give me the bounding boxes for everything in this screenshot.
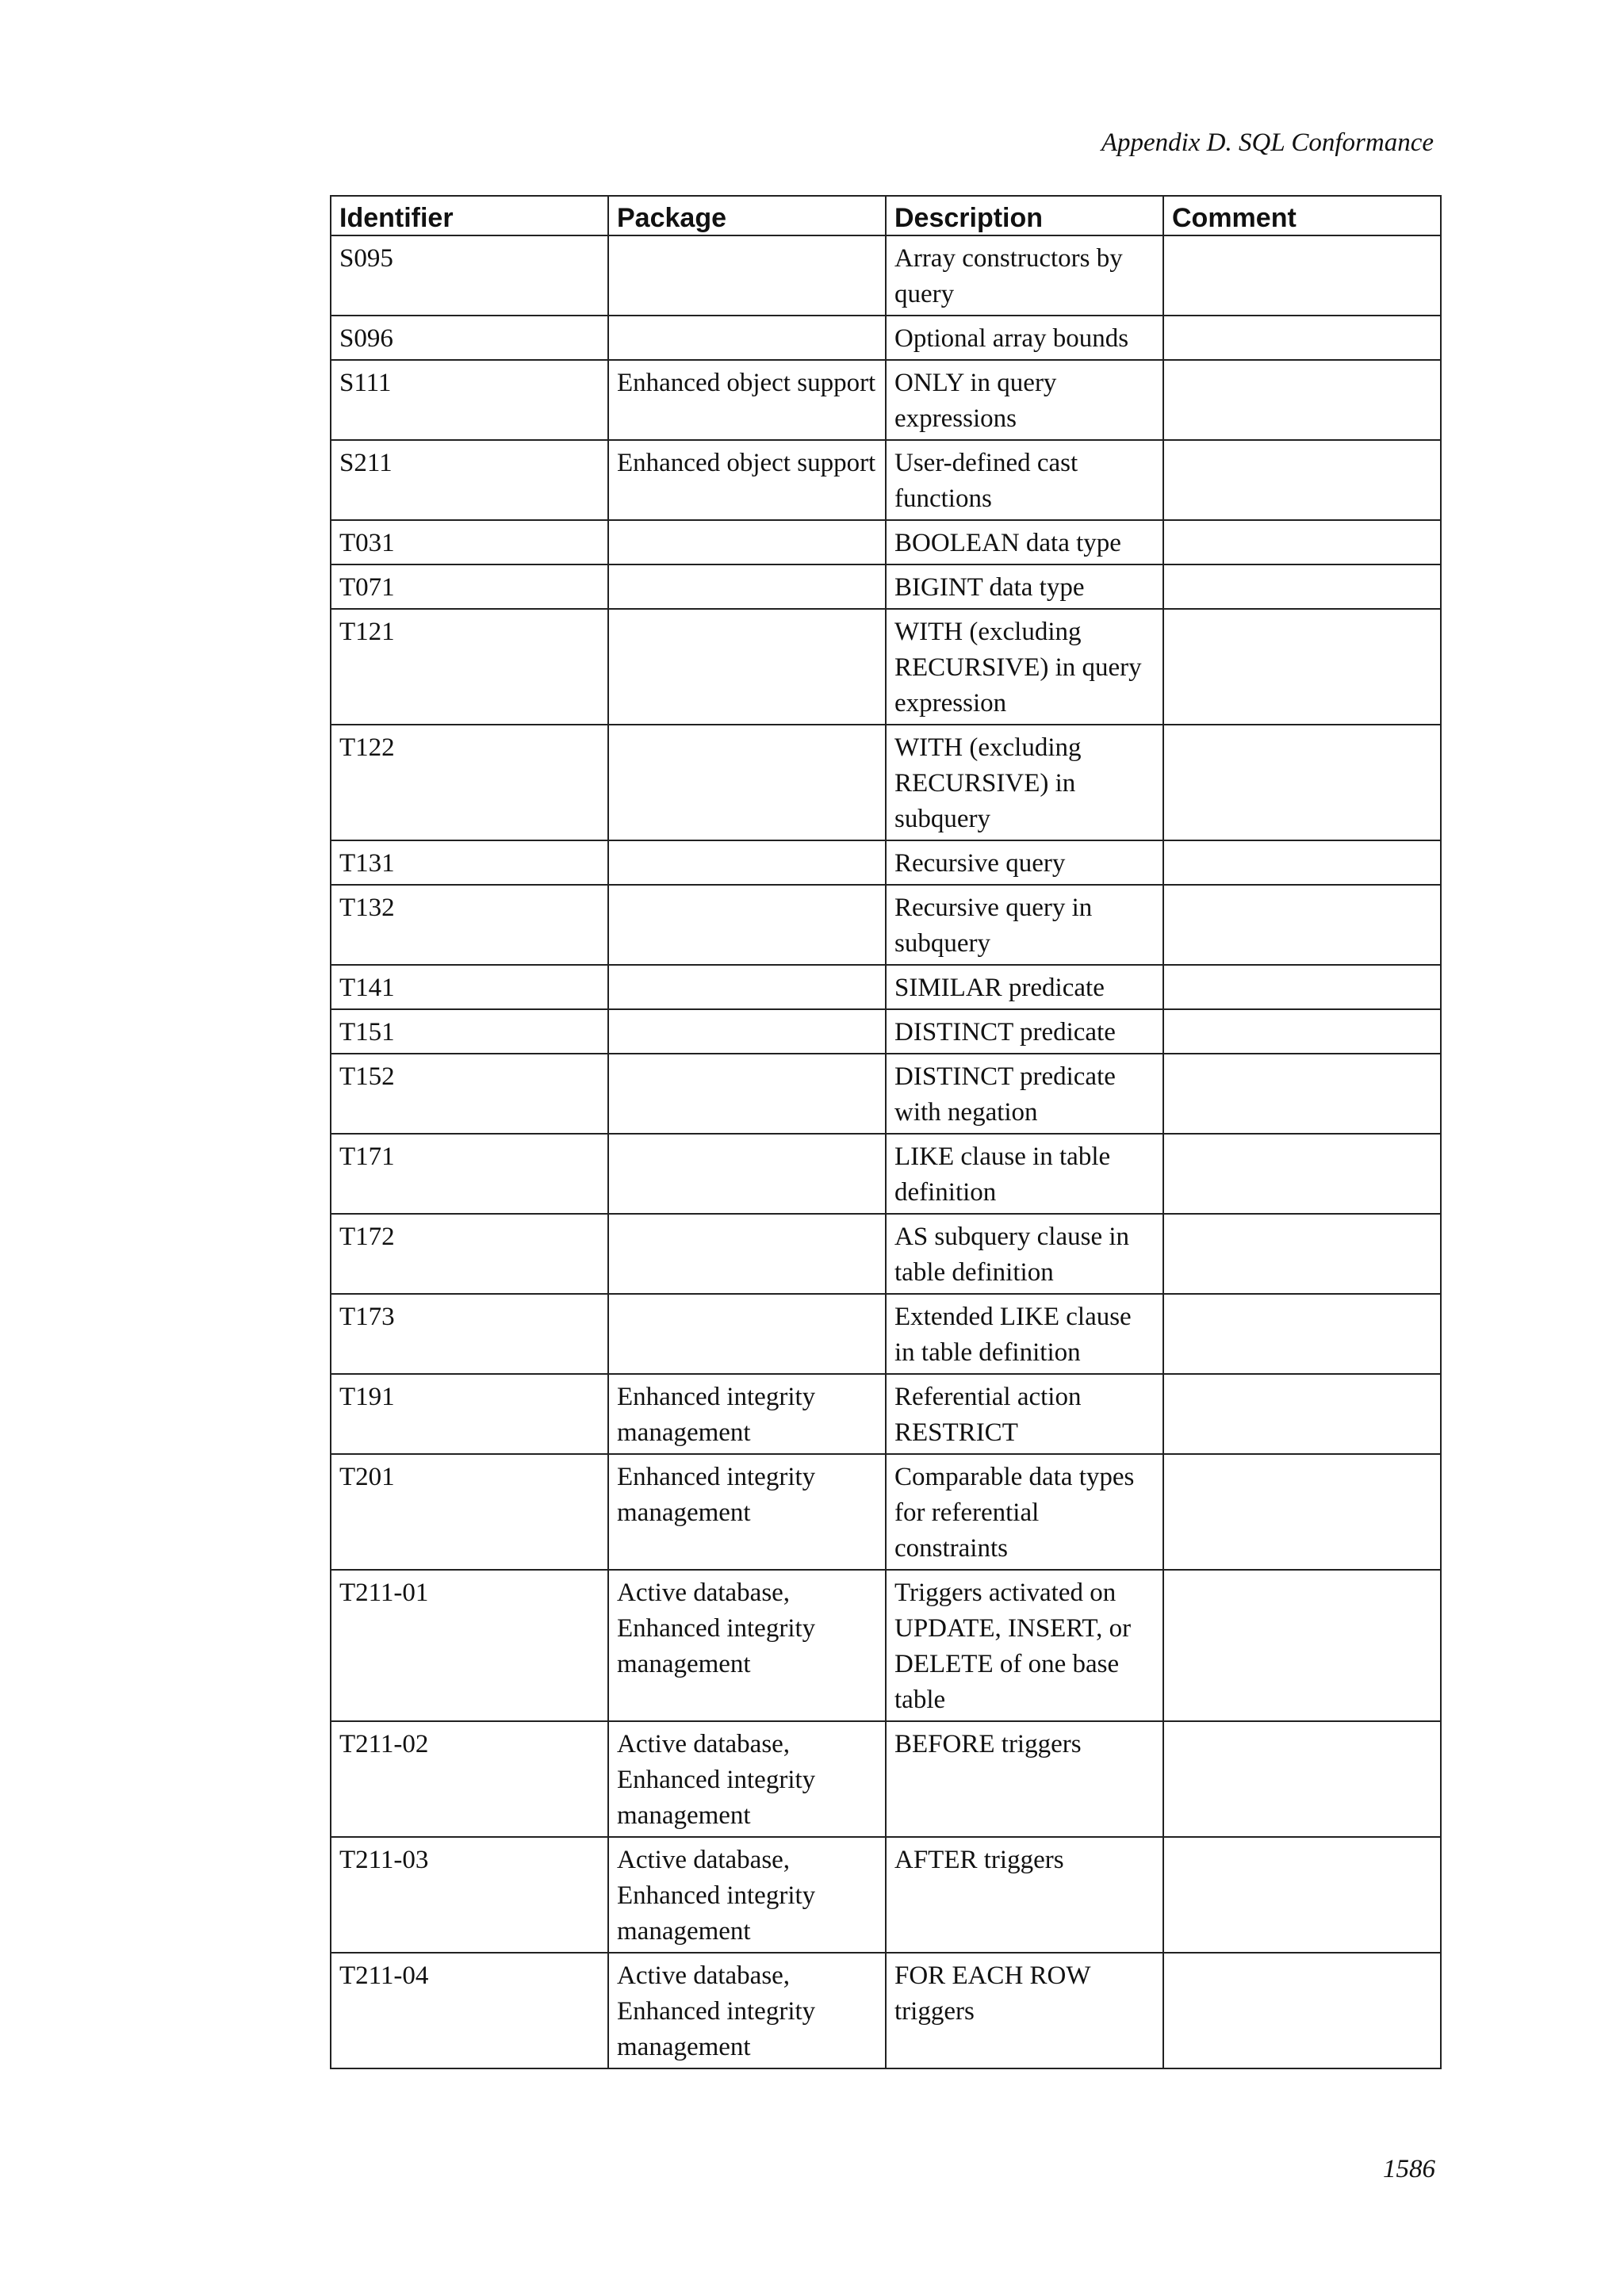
table-row [331,1721,1441,1837]
cell-description: Triggers activated on UPDATE, INSERT, or DELETE of one base table [886,1570,1163,1721]
table-header [331,196,1441,235]
cell-description: DISTINCT predicate [886,1009,1163,1054]
cell-description: LIKE clause in table definition [886,1134,1163,1214]
table-row [331,235,1441,316]
table-row [331,1570,1441,1721]
table-row [331,1214,1441,1294]
cell-comment [1163,1134,1441,1214]
cell-comment [1163,1454,1441,1570]
cell-package: Active database, Enhanced integrity management [608,1837,886,1953]
cell-comment [1163,1721,1441,1837]
page-number: 1586 [1383,2155,1435,2183]
cell-identifier: T031 [331,520,608,564]
cell-description: BOOLEAN data type [886,520,1163,564]
table-row [331,360,1441,440]
table-header-row [331,196,1441,235]
cell-comment [1163,440,1441,520]
cell-description: FOR EACH ROW triggers [886,1953,1163,2068]
cell-identifier: T201 [331,1454,608,1570]
cell-identifier: T071 [331,564,608,609]
cell-description: BEFORE triggers [886,1721,1163,1837]
cell-description: Recursive query [886,840,1163,885]
cell-identifier: T152 [331,1054,608,1134]
cell-identifier: T122 [331,725,608,840]
cell-package [608,609,886,725]
cell-package [608,1214,886,1294]
cell-package [608,965,886,1009]
cell-package [608,725,886,840]
cell-package: Active database, Enhanced integrity management [608,1953,886,2068]
column-header-description: Description [886,196,1163,235]
running-header: Appendix D. SQL Conformance [1101,128,1434,157]
cell-comment [1163,1214,1441,1294]
cell-package: Enhanced integrity management [608,1374,886,1454]
cell-identifier: T211-02 [331,1721,608,1837]
cell-identifier: T132 [331,885,608,965]
cell-comment [1163,609,1441,725]
table-row [331,1134,1441,1214]
table-row [331,440,1441,520]
cell-package [608,1134,886,1214]
table-row [331,965,1441,1009]
cell-identifier: T131 [331,840,608,885]
cell-comment [1163,1374,1441,1454]
cell-identifier: T211-04 [331,1953,608,2068]
cell-package: Enhanced object support [608,360,886,440]
table-row [331,1009,1441,1054]
cell-identifier: S211 [331,440,608,520]
cell-comment [1163,1837,1441,1953]
cell-description: ONLY in query expressions [886,360,1163,440]
cell-comment [1163,1570,1441,1721]
cell-description: Extended LIKE clause in table definition [886,1294,1163,1374]
cell-description: Comparable data types for referential constraints [886,1454,1163,1570]
cell-package [608,235,886,316]
cell-identifier: T121 [331,609,608,725]
cell-identifier: T172 [331,1214,608,1294]
cell-description: Referential action RESTRICT [886,1374,1163,1454]
column-header-comment: Comment [1163,196,1441,235]
cell-identifier: T173 [331,1294,608,1374]
cell-description: SIMILAR predicate [886,965,1163,1009]
cell-comment [1163,885,1441,965]
cell-description: User-defined cast functions [886,440,1163,520]
cell-package [608,520,886,564]
cell-package [608,1054,886,1134]
cell-package [608,1294,886,1374]
cell-description: Array constructors by query [886,235,1163,316]
cell-comment [1163,1009,1441,1054]
table-row [331,1953,1441,2068]
cell-comment [1163,316,1441,360]
cell-package [608,564,886,609]
cell-comment [1163,360,1441,440]
table-row [331,564,1441,609]
cell-package [608,885,886,965]
cell-package: Enhanced object support [608,440,886,520]
table-row [331,1054,1441,1134]
table-row [331,1454,1441,1570]
cell-identifier: T211-01 [331,1570,608,1721]
cell-identifier: T141 [331,965,608,1009]
column-header-identifier: Identifier [331,196,608,235]
cell-comment [1163,725,1441,840]
cell-comment [1163,1294,1441,1374]
cell-description: AS subquery clause in table definition [886,1214,1163,1294]
cell-identifier: T171 [331,1134,608,1214]
cell-identifier: T191 [331,1374,608,1454]
conformance-table-container [330,195,1442,2069]
cell-description: WITH (excluding RECURSIVE) in query expression [886,609,1163,725]
column-header-package: Package [608,196,886,235]
cell-description: DISTINCT predicate with negation [886,1054,1163,1134]
cell-comment [1163,564,1441,609]
cell-package: Active database, Enhanced integrity management [608,1721,886,1837]
table-row [331,725,1441,840]
cell-identifier: S111 [331,360,608,440]
cell-description: Recursive query in subquery [886,885,1163,965]
table-row [331,520,1441,564]
cell-description: WITH (excluding RECURSIVE) in subquery [886,725,1163,840]
cell-description: BIGINT data type [886,564,1163,609]
cell-package [608,316,886,360]
table-row [331,316,1441,360]
table-body [331,235,1441,2068]
cell-package: Active database, Enhanced integrity management [608,1570,886,1721]
cell-package [608,1009,886,1054]
table-row [331,609,1441,725]
cell-description: Optional array bounds [886,316,1163,360]
table-row [331,885,1441,965]
cell-comment [1163,235,1441,316]
table-row [331,1294,1441,1374]
cell-package [608,840,886,885]
cell-identifier: T211-03 [331,1837,608,1953]
cell-identifier: S096 [331,316,608,360]
conformance-table [330,195,1442,2069]
cell-identifier: S095 [331,235,608,316]
cell-description: AFTER triggers [886,1837,1163,1953]
cell-comment [1163,1953,1441,2068]
cell-comment [1163,520,1441,564]
cell-comment [1163,965,1441,1009]
table-row [331,1374,1441,1454]
table-row [331,840,1441,885]
table-row [331,1837,1441,1953]
cell-comment [1163,1054,1441,1134]
cell-package: Enhanced integrity management [608,1454,886,1570]
cell-comment [1163,840,1441,885]
cell-identifier: T151 [331,1009,608,1054]
